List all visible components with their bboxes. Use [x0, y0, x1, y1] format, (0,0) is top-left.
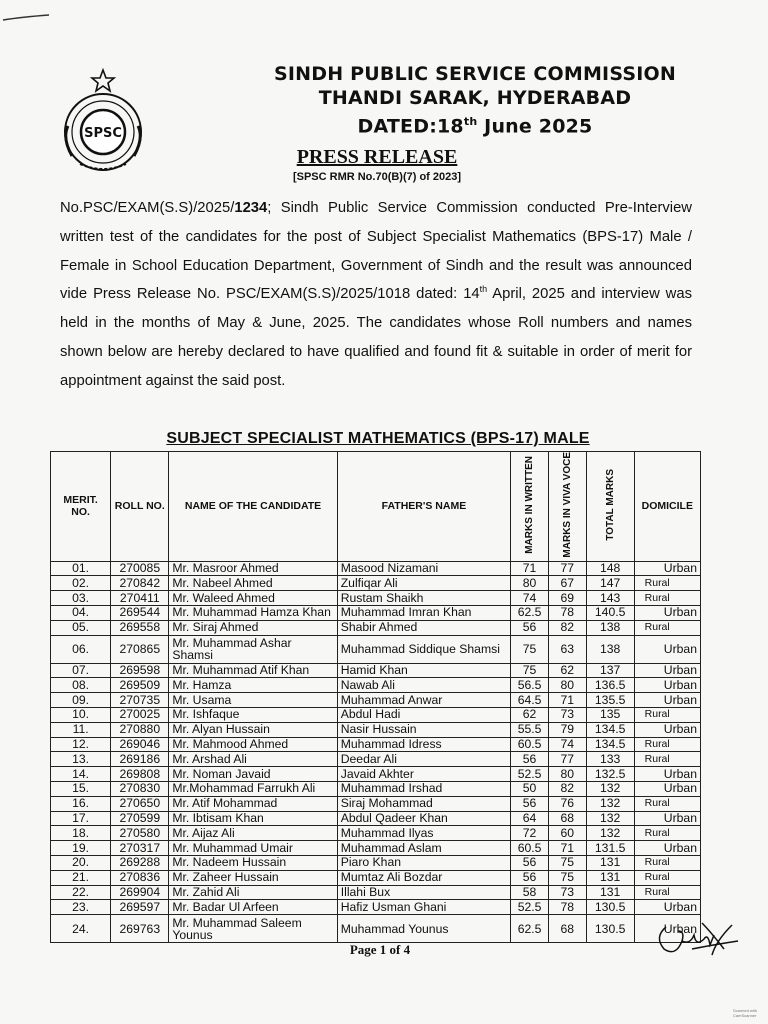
cell-merit: 21.: [51, 870, 111, 885]
cell-domicile: Rural: [634, 855, 700, 870]
cell-viva: 67: [548, 576, 586, 591]
table-row: [51, 841, 701, 856]
cell-father: Siraj Mohammad: [337, 796, 510, 811]
table-row: [51, 752, 701, 767]
cell-viva: 79: [548, 722, 586, 737]
cell-father: Mumtaz Ali Bozdar: [337, 870, 510, 885]
document-date: DATED:18th June 2025: [357, 115, 593, 138]
cell-viva: 62: [548, 663, 586, 678]
cell-domicile: Urban: [634, 900, 700, 915]
cell-viva: 71: [548, 693, 586, 708]
cell-roll: 270650: [111, 796, 169, 811]
cell-written: 58: [511, 885, 549, 900]
table-row: [51, 870, 701, 885]
cell-roll: 270317: [111, 841, 169, 856]
table-row: [51, 678, 701, 693]
cell-name: Mr.Mohammad Farrukh Ali: [169, 781, 337, 796]
cell-merit: 23.: [51, 900, 111, 915]
cell-written: 74: [511, 591, 549, 606]
cell-merit: 09.: [51, 693, 111, 708]
table-row: [51, 737, 701, 752]
cell-domicile: Urban: [634, 841, 700, 856]
cell-total: 135: [586, 707, 634, 722]
cell-total: 130.5: [586, 900, 634, 915]
cell-viva: 80: [548, 767, 586, 782]
cell-name: Mr. Muhammad Ashar Shamsi: [169, 635, 337, 663]
header-name: NAME OF THE CANDIDATE: [169, 452, 337, 562]
table-row: [51, 635, 701, 663]
cell-father: Masood Nizamani: [337, 561, 510, 576]
cell-roll: 270830: [111, 781, 169, 796]
cell-roll: 269904: [111, 885, 169, 900]
letterhead: [180, 62, 768, 138]
cell-name: Mr. Nadeem Hussain: [169, 855, 337, 870]
cell-merit: 18.: [51, 826, 111, 841]
cell-father: Muhammad Imran Khan: [337, 605, 510, 620]
cell-domicile: Urban: [634, 678, 700, 693]
cell-written: 64: [511, 811, 549, 826]
header-viva: MARKS IN VIVA VOCE: [548, 452, 586, 562]
table-row: [51, 781, 701, 796]
cell-roll: 269544: [111, 605, 169, 620]
cell-viva: 69: [548, 591, 586, 606]
cell-total: 130.5: [586, 915, 634, 943]
cell-total: 147: [586, 576, 634, 591]
cell-viva: 77: [548, 561, 586, 576]
cell-viva: 71: [548, 841, 586, 856]
cell-written: 52.5: [511, 900, 549, 915]
cell-written: 71: [511, 561, 549, 576]
table-body: [51, 561, 701, 943]
header-domicile: DOMICILE: [634, 452, 700, 562]
cell-name: Mr. Ishfaque: [169, 707, 337, 722]
cell-written: 62: [511, 707, 549, 722]
cell-total: 132: [586, 826, 634, 841]
header-roll: ROLL NO.: [111, 452, 169, 562]
cell-viva: 63: [548, 635, 586, 663]
table-row: [51, 722, 701, 737]
cell-domicile: Rural: [634, 796, 700, 811]
cell-roll: 269288: [111, 855, 169, 870]
cell-name: Mr. Hamza: [169, 678, 337, 693]
cell-merit: 01.: [51, 561, 111, 576]
cell-written: 56: [511, 855, 549, 870]
table-row: [51, 576, 701, 591]
cell-written: 72: [511, 826, 549, 841]
cell-name: Mr. Waleed Ahmed: [169, 591, 337, 606]
table-row: [51, 900, 701, 915]
cell-roll: 269808: [111, 767, 169, 782]
cell-roll: 270735: [111, 693, 169, 708]
cell-merit: 10.: [51, 707, 111, 722]
cell-roll: 270842: [111, 576, 169, 591]
cell-viva: 60: [548, 826, 586, 841]
cell-roll: 270411: [111, 591, 169, 606]
table-row: [51, 707, 701, 722]
cell-viva: 73: [548, 707, 586, 722]
header-father: FATHER'S NAME: [337, 452, 510, 562]
cell-father: Muhammad Idress: [337, 737, 510, 752]
cell-father: Deedar Ali: [337, 752, 510, 767]
cell-roll: 269763: [111, 915, 169, 943]
page-number: Page 1 of 4: [349, 942, 411, 957]
cell-father: Muhammad Siddique Shamsi: [337, 635, 510, 663]
cell-total: 148: [586, 561, 634, 576]
cell-total: 134.5: [586, 722, 634, 737]
cell-written: 56.5: [511, 678, 549, 693]
cell-father: Javaid Akhter: [337, 767, 510, 782]
cell-viva: 73: [548, 885, 586, 900]
cell-domicile: Urban: [634, 663, 700, 678]
cell-viva: 75: [548, 855, 586, 870]
table-row: [51, 855, 701, 870]
cell-domicile: Rural: [634, 576, 700, 591]
scanner-watermark: Scanned with CamScanner: [733, 1008, 758, 1018]
cell-total: 132: [586, 811, 634, 826]
spsc-seal-icon: [52, 68, 154, 172]
cell-domicile: Rural: [634, 707, 700, 722]
cell-viva: 75: [548, 870, 586, 885]
table-row: [51, 767, 701, 782]
header-written: MARKS IN WRITTEN: [511, 452, 549, 562]
cell-viva: 68: [548, 811, 586, 826]
cell-roll: 270025: [111, 707, 169, 722]
merit-list-table: [50, 451, 701, 943]
cell-name: Mr. Arshad Ali: [169, 752, 337, 767]
cell-domicile: Urban: [634, 561, 700, 576]
cell-written: 62.5: [511, 915, 549, 943]
cell-roll: 269598: [111, 663, 169, 678]
cell-father: Shabir Ahmed: [337, 620, 510, 635]
cell-written: 75: [511, 663, 549, 678]
cell-merit: 19.: [51, 841, 111, 856]
cell-name: Mr. Usama: [169, 693, 337, 708]
cell-father: Muhammad Anwar: [337, 693, 510, 708]
cell-total: 138: [586, 620, 634, 635]
cell-roll: 270085: [111, 561, 169, 576]
cell-father: Muhammad Ilyas: [337, 826, 510, 841]
cell-merit: 17.: [51, 811, 111, 826]
table-row: [51, 561, 701, 576]
commission-address: THANDI SARAK, HYDERABAD: [318, 87, 632, 109]
cell-total: 131: [586, 855, 634, 870]
cell-written: 62.5: [511, 605, 549, 620]
commission-name: SINDH PUBLIC SERVICE COMMISSION: [274, 63, 676, 85]
cell-total: 143: [586, 591, 634, 606]
cell-merit: 08.: [51, 678, 111, 693]
cell-written: 64.5: [511, 693, 549, 708]
cell-written: 50: [511, 781, 549, 796]
cell-name: Mr. Aijaz Ali: [169, 826, 337, 841]
cell-merit: 07.: [51, 663, 111, 678]
cell-total: 134.5: [586, 737, 634, 752]
cell-domicile: Urban: [634, 811, 700, 826]
table-row: [51, 826, 701, 841]
table-header-row: [51, 452, 701, 562]
cell-domicile: Urban: [634, 635, 700, 663]
cell-total: 131: [586, 870, 634, 885]
cell-domicile: Rural: [634, 737, 700, 752]
cell-domicile: Urban: [634, 915, 700, 943]
cell-roll: 270836: [111, 870, 169, 885]
cell-written: 56: [511, 870, 549, 885]
announcement-paragraph: No.PSC/EXAM(S.S)/2025/1234; Sindh Public Service Commission conducted Pre-Interview written test of the candidates for the post of Subject Specialist Mathematics (BPS-17) Male / Female in School Education Department, Government of Sindh and the result was announced vide Press Release No. PSC/EXAM(S.S)/2025/1018 dated: 14th April, 2025 and interview was held in the months of May & June, 2025. The candidates whose Roll numbers and names shown below are hereby declared to have qualified and found fit & suitable in order of merit for appointment against the said post.: [60, 200, 692, 389]
cell-roll: 270580: [111, 826, 169, 841]
pen-stroke-mark: [2, 14, 50, 22]
cell-total: 135.5: [586, 693, 634, 708]
cell-roll: 269186: [111, 752, 169, 767]
cell-domicile: Rural: [634, 620, 700, 635]
cell-viva: 82: [548, 781, 586, 796]
cell-name: Mr. Zaheer Hussain: [169, 870, 337, 885]
cell-merit: 22.: [51, 885, 111, 900]
cell-name: Mr. Alyan Hussain: [169, 722, 337, 737]
cell-viva: 74: [548, 737, 586, 752]
seal-text: SPSC: [84, 126, 122, 141]
cell-viva: 78: [548, 900, 586, 915]
cell-father: Abdul Hadi: [337, 707, 510, 722]
cell-merit: 16.: [51, 796, 111, 811]
cell-father: Nawab Ali: [337, 678, 510, 693]
cell-merit: 11.: [51, 722, 111, 737]
cell-viva: 76: [548, 796, 586, 811]
cell-merit: 13.: [51, 752, 111, 767]
cell-merit: 04.: [51, 605, 111, 620]
cell-merit: 06.: [51, 635, 111, 663]
cell-total: 132.5: [586, 767, 634, 782]
cell-name: Mr. Siraj Ahmed: [169, 620, 337, 635]
reference-number: [SPSC RMR No.70(B)(7) of 2023]: [292, 171, 462, 183]
cell-name: Mr. Muhammad Hamza Khan: [169, 605, 337, 620]
press-release-title: PRESS RELEASE: [296, 146, 458, 168]
cell-name: Mr. Mahmood Ahmed: [169, 737, 337, 752]
table-row: [51, 885, 701, 900]
cell-father: Abdul Qadeer Khan: [337, 811, 510, 826]
cell-total: 133: [586, 752, 634, 767]
cell-merit: 12.: [51, 737, 111, 752]
cell-name: Mr. Noman Javaid: [169, 767, 337, 782]
cell-total: 138: [586, 635, 634, 663]
cell-merit: 03.: [51, 591, 111, 606]
cell-father: Hafiz Usman Ghani: [337, 900, 510, 915]
cell-domicile: Urban: [634, 605, 700, 620]
table-row: [51, 605, 701, 620]
cell-father: Piaro Khan: [337, 855, 510, 870]
cell-merit: 20.: [51, 855, 111, 870]
cell-written: 56: [511, 796, 549, 811]
cell-domicile: Urban: [634, 693, 700, 708]
cell-written: 55.5: [511, 722, 549, 737]
cell-roll: 270865: [111, 635, 169, 663]
cell-roll: 270599: [111, 811, 169, 826]
cell-merit: 24.: [51, 915, 111, 943]
table-row: [51, 811, 701, 826]
cell-father: Nasir Hussain: [337, 722, 510, 737]
table-row: [51, 915, 701, 943]
cell-father: Hamid Khan: [337, 663, 510, 678]
cell-roll: 269509: [111, 678, 169, 693]
cell-name: Mr. Zahid Ali: [169, 885, 337, 900]
cell-domicile: Urban: [634, 767, 700, 782]
cell-written: 56: [511, 620, 549, 635]
cell-viva: 78: [548, 605, 586, 620]
cell-name: Mr. Muhammad Umair: [169, 841, 337, 856]
cell-merit: 15.: [51, 781, 111, 796]
cell-total: 140.5: [586, 605, 634, 620]
table-row: [51, 693, 701, 708]
cell-written: 52.5: [511, 767, 549, 782]
signature-icon: [652, 915, 742, 959]
cell-name: Mr. Muhammad Atif Khan: [169, 663, 337, 678]
cell-total: 136.5: [586, 678, 634, 693]
cell-name: Mr. Muhammad Saleem Younus: [169, 915, 337, 943]
cell-roll: 269558: [111, 620, 169, 635]
cell-written: 60.5: [511, 737, 549, 752]
cell-viva: 80: [548, 678, 586, 693]
cell-domicile: Rural: [634, 752, 700, 767]
cell-father: Illahi Bux: [337, 885, 510, 900]
cell-domicile: Urban: [634, 722, 700, 737]
header-total: TOTAL MARKS: [586, 452, 634, 562]
cell-merit: 14.: [51, 767, 111, 782]
header-merit: MERIT. NO.: [51, 452, 111, 562]
cell-written: 56: [511, 752, 549, 767]
cell-father: Rustam Shaikh: [337, 591, 510, 606]
cell-roll: 270880: [111, 722, 169, 737]
cell-viva: 82: [548, 620, 586, 635]
cell-name: Mr. Badar Ul Arfeen: [169, 900, 337, 915]
cell-viva: 68: [548, 915, 586, 943]
cell-domicile: Rural: [634, 870, 700, 885]
cell-written: 60.5: [511, 841, 549, 856]
cell-father: Zulfiqar Ali: [337, 576, 510, 591]
cell-father: Muhammad Younus: [337, 915, 510, 943]
cell-name: Mr. Atif Mohammad: [169, 796, 337, 811]
cell-father: Muhammad Aslam: [337, 841, 510, 856]
cell-domicile: Rural: [634, 885, 700, 900]
cell-merit: 05.: [51, 620, 111, 635]
cell-total: 131: [586, 885, 634, 900]
cell-father: Muhammad Irshad: [337, 781, 510, 796]
section-title: SUBJECT SPECIALIST MATHEMATICS (BPS-17) MALE: [166, 430, 590, 447]
cell-domicile: Rural: [634, 591, 700, 606]
cell-written: 80: [511, 576, 549, 591]
cell-domicile: Urban: [634, 781, 700, 796]
cell-total: 137: [586, 663, 634, 678]
table-row: [51, 663, 701, 678]
cell-merit: 02.: [51, 576, 111, 591]
cell-written: 75: [511, 635, 549, 663]
cell-roll: 269597: [111, 900, 169, 915]
table-row: [51, 591, 701, 606]
cell-viva: 77: [548, 752, 586, 767]
cell-total: 132: [586, 796, 634, 811]
cell-roll: 269046: [111, 737, 169, 752]
cell-total: 132: [586, 781, 634, 796]
cell-domicile: Rural: [634, 826, 700, 841]
cell-name: Mr. Ibtisam Khan: [169, 811, 337, 826]
cell-name: Mr. Nabeel Ahmed: [169, 576, 337, 591]
table-row: [51, 796, 701, 811]
cell-name: Mr. Masroor Ahmed: [169, 561, 337, 576]
cell-total: 131.5: [586, 841, 634, 856]
table-row: [51, 620, 701, 635]
